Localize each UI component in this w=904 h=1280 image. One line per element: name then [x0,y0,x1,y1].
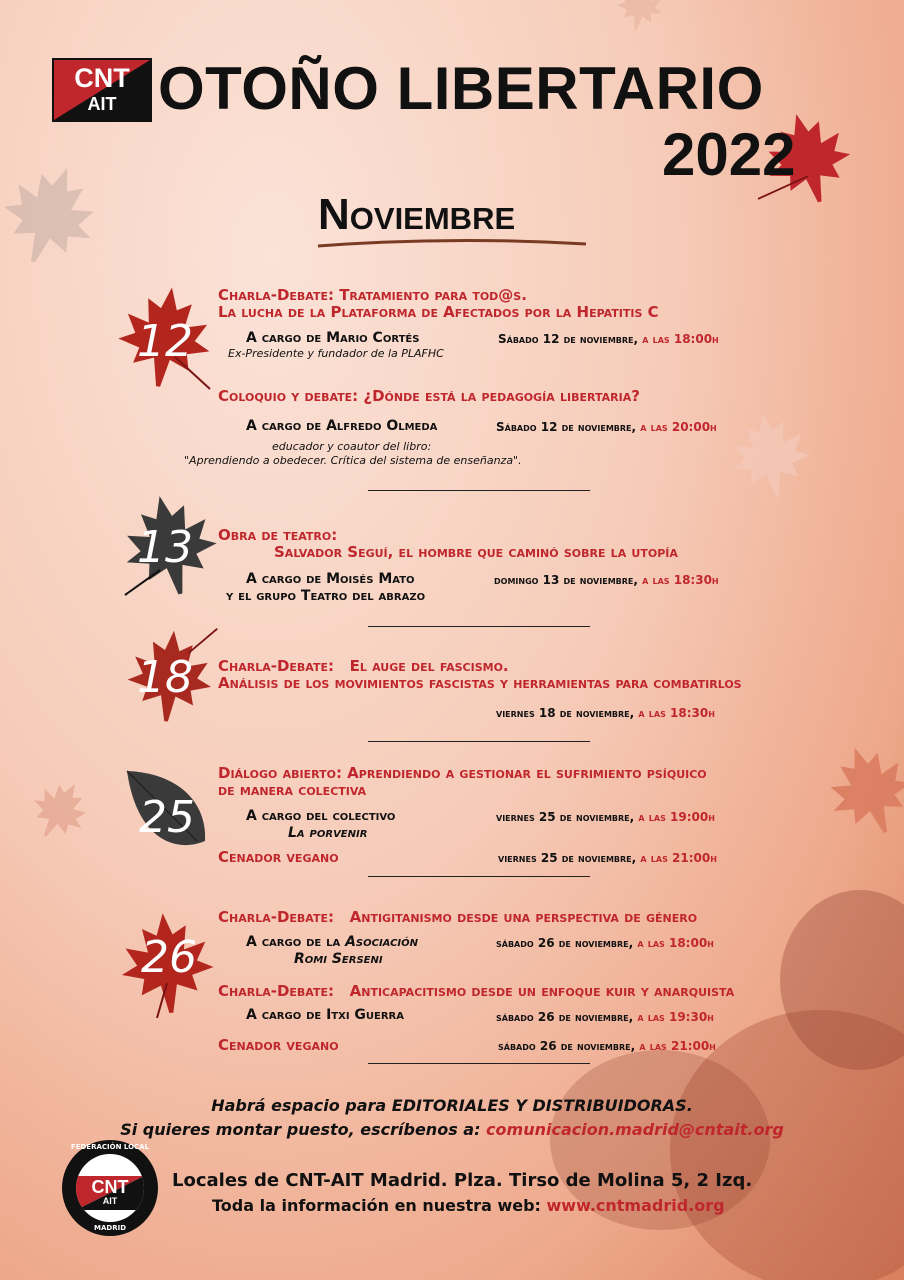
event-title: Obra de teatro: [218,526,338,544]
seal-top-text: FEDERACIÓN LOCAL [70,1143,150,1151]
footer-stalls-line: Habrá espacio para EDITORIALES Y DISTRIBUIDORAS. [211,1096,693,1115]
event-title: Cenador vegano [218,1036,339,1054]
event-speaker: Romi Serseni [294,951,383,967]
separator [368,876,590,877]
event-title: Charla-Debate: Anticapacitismo desde un enfoque kuir y anarquista [218,982,735,1000]
footer-contact-line: Si quieres montar puesto, escríbenos a: comunicacion.madrid@cntait.org [120,1120,784,1139]
day-26: 26 [141,932,197,983]
logo-cnt-text: CNT [74,63,130,93]
logo-ait-text: AIT [87,94,117,114]
footer-web-line: Toda la información en nuestra web: www.cntmadrid.org [212,1196,725,1215]
event-speaker: y el grupo Teatro del abrazo [226,588,426,604]
event-speaker-info: Ex-Presidente y fundador de la PLAFHC [228,347,444,360]
seal-bottom-text: MADRID [94,1224,126,1232]
event-date: viernes 25 de noviembre, a las 21:00h [498,851,717,865]
event-title: Charla-Debate: El auge del fascismo. [218,657,509,675]
event-title: Charla-Debate: Tratamiento para tod@s. [218,286,527,304]
poster-year: 2022 [662,121,796,188]
month-underline [316,236,588,252]
cnt-madrid-seal [62,1140,158,1236]
seal-cnt-text: CNT [91,1177,129,1197]
event-title: Análisis de los movimientos fascistas y herramientas para combatirlos [218,674,742,692]
month-title: Noviembre [318,190,516,239]
separator [368,741,590,742]
seal-ait-text: AIT [102,1196,118,1206]
day-25: 25 [139,792,195,843]
event-speaker: A cargo de Alfredo Olmeda [246,418,438,434]
event-date: Sábado 12 de noviembre, a las 20:00h [496,420,717,434]
event-speaker: A cargo de Itxi Guerra [246,1007,404,1023]
event-speaker: La porvenir [288,825,368,841]
event-speaker-info: "Aprendiendo a obedecer. Crítica del sistema de enseñanza". [184,454,522,467]
event-title: Diálogo abierto: Aprendiendo a gestionar el sufrimiento psíquico [218,764,707,782]
event-title: de manera colectiva [218,781,367,799]
day-18: 18 [137,652,193,703]
day-12: 12 [137,316,193,367]
event-title: La lucha de la Plataforma de Afectados por la Hepatitis C [218,303,659,321]
event-speaker-info: educador y coautor del libro: [272,440,432,453]
email-link[interactable]: comunicacion.madrid@cntait.org [486,1120,784,1139]
event-speaker: A cargo de Mario Cortés [246,330,420,346]
event-title: Coloquio y debate: ¿Dónde está la pedagogía libertaria? [218,387,640,405]
event-date: domingo 13 de noviembre, a las 18:30h [494,573,719,587]
event-date: viernes 18 de noviembre, a las 18:30h [496,706,715,720]
event-date: sábado 26 de noviembre, a las 21:00h [498,1039,716,1053]
event-speaker: A cargo de Moisés Mato [246,571,415,587]
separator [368,626,590,627]
separator [368,1063,590,1064]
event-date: viernes 25 de noviembre, a las 19:00h [496,810,715,824]
event-date: sábado 26 de noviembre, a las 18:00h [496,936,714,950]
event-speaker: A cargo de la Asociación [246,934,419,950]
cnt-logo [52,58,152,122]
day-13: 13 [137,522,193,573]
separator [368,490,590,491]
event-title: Salvador Seguí, el hombre que caminó sobre la utopía [274,543,678,561]
poster-title: OTOÑO LIBERTARIO [158,55,764,122]
event-date: sábado 26 de noviembre, a las 19:30h [496,1010,714,1024]
footer-address: Locales de CNT-AIT Madrid. Plza. Tirso de Molina 5, 2 Izq. [172,1170,753,1191]
event-title: Charla-Debate: Antigitanismo desde una perspectiva de género [218,908,698,926]
event-date: Sábado 12 de noviembre, a las 18:00h [498,332,719,346]
event-speaker: A cargo del colectivo [246,808,396,824]
event-title: Cenador vegano [218,848,339,866]
website-link[interactable]: www.cntmadrid.org [546,1196,725,1215]
